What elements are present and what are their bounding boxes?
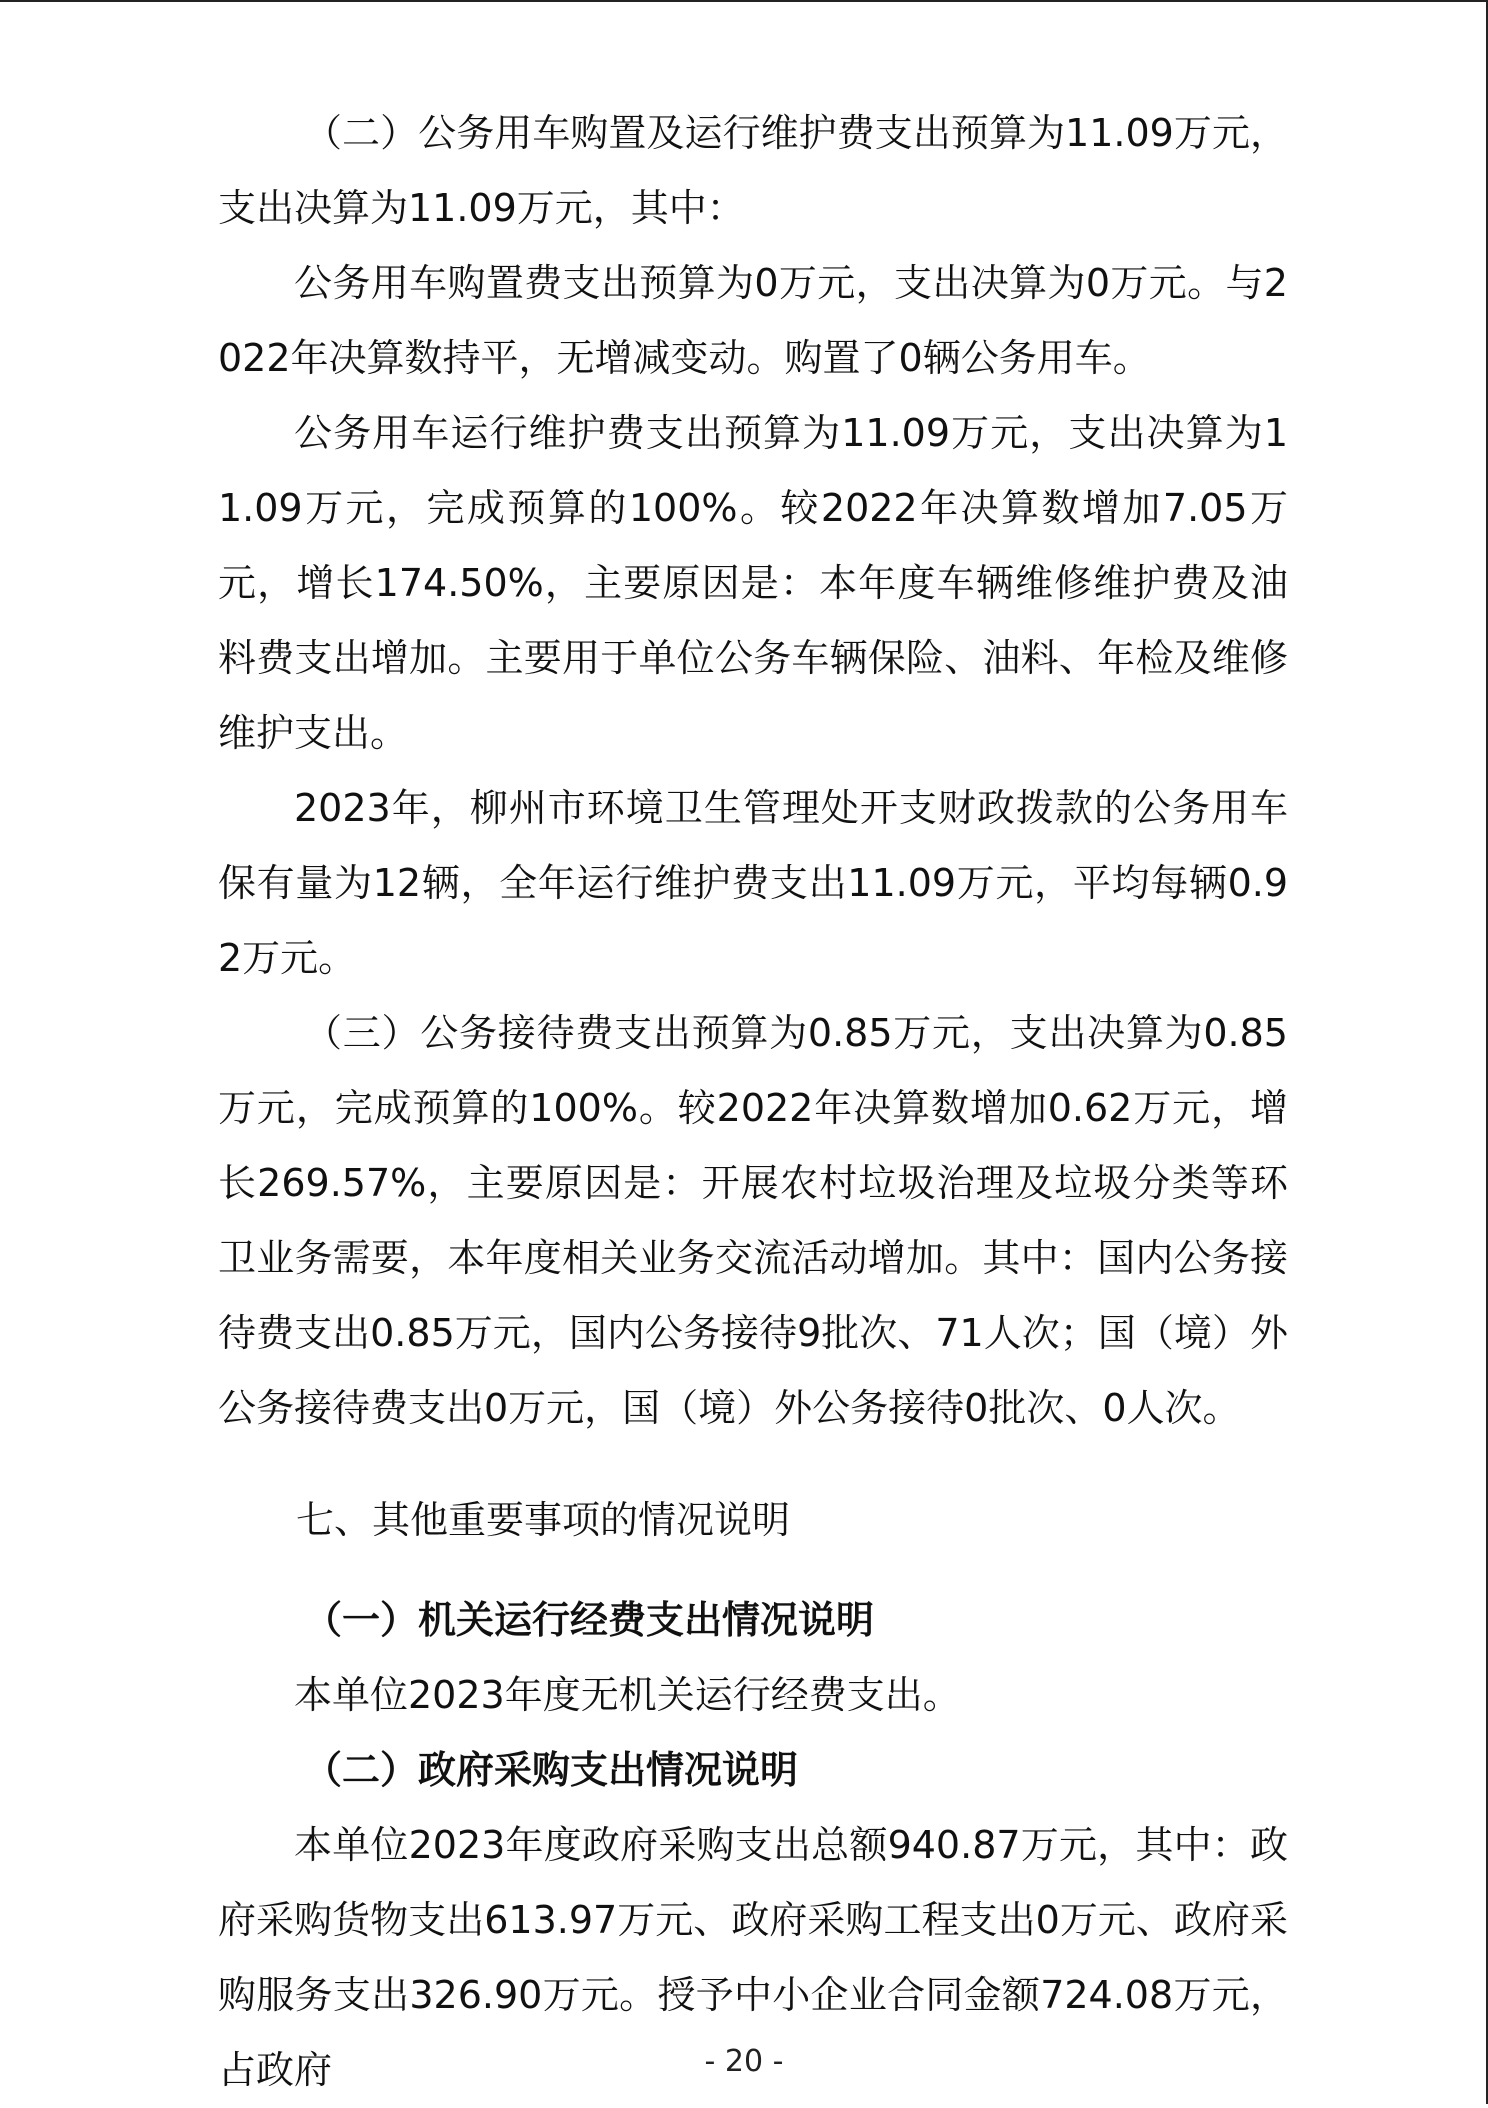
paragraph-vehicle-fleet: 2023年，柳州市环境卫生管理处开支财政拨款的公务用车保有量为12辆，全年运行维护费支出11.09万元，平均每辆0.92万元。 <box>218 786 1288 980</box>
paragraph-vehicle-purchase: 公务用车购置费支出预算为0万元，支出决算为0万元。与2022年决算数持平，无增减变动。购置了0辆公务用车。 <box>218 261 1288 380</box>
subsection-2-text: 本单位2023年度政府采购支出总额940.87万元，其中：政府采购货物支出613.97万元、政府采购工程支出0万元、政府采购服务支出326.90万元。授予中小企业合同金额724.08万元，占政府 <box>218 1823 1288 2092</box>
paragraph-vehicle-maintenance: 公务用车运行维护费支出预算为11.09万元，支出决算为11.09万元，完成预算的100%。较2022年决算数增加7.05万元，增长174.50%，主要原因是：本年度车辆维修维护费及油料费支出增加。主要用于单位公务车辆保险、油料、年检及维修维护支出。 <box>218 411 1288 755</box>
subsection-2-heading: （二）政府采购支出情况说明 <box>304 1748 799 1792</box>
paragraph-vehicle-expense-summary: （二）公务用车购置及运行维护费支出预算为11.09万元，支出决算为11.09万元，其中： <box>218 111 1288 230</box>
page-top-border <box>0 0 1488 2</box>
paragraph-reception-expense: （三）公务接待费支出预算为0.85万元，支出决算为0.85万元，完成预算的100%。较2022年决算数增加0.62万元，增长269.57%，主要原因是：开展农村垃圾治理及垃圾分类等环卫业务需要，本年度相关业务交流活动增加。其中：国内公务接待费支出0.85万元，国内公务接待9批次、71人次；国（境）外公务接待费支出0万元，国（境）外公务接待0批次、0人次。 <box>218 1011 1288 1430</box>
subsection-1-heading: （一）机关运行经费支出情况说明 <box>304 1598 875 1642</box>
document-body <box>218 96 1288 2108</box>
page-number: - 20 - <box>704 2044 784 2079</box>
subsection-1-text: 本单位2023年度无机关运行经费支出。 <box>294 1673 961 1717</box>
section-7-heading: 七、其他重要事项的情况说明 <box>296 1498 791 1542</box>
